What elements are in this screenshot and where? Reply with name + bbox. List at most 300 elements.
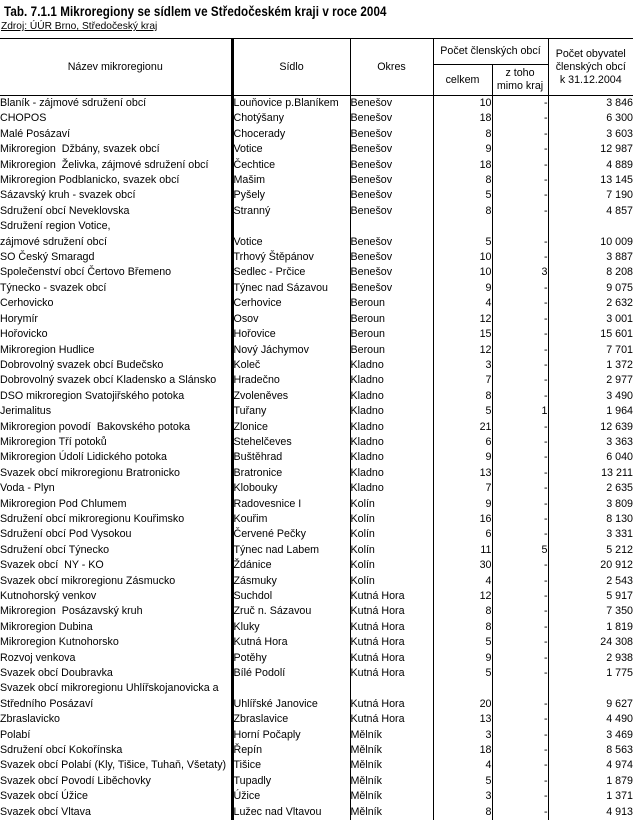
cell-district: Kutná Hora (350, 604, 433, 619)
cell-name: Mikroregion Podblanicko, svazek obcí (0, 173, 232, 188)
cell-district: Mělník (350, 743, 433, 758)
cell-district: Kolín (350, 574, 433, 589)
cell-population: 3 887 (548, 250, 633, 265)
cell-population: 4 889 (548, 158, 633, 173)
cell-district: Benešov (350, 265, 433, 280)
cell-seat: Kutná Hora (232, 635, 350, 650)
table-row (0, 158, 633, 173)
cell-name: Sdružení obcí mikroregionu Kouřimsko (0, 512, 232, 527)
cell-members-total: 30 (433, 558, 492, 573)
table-row (0, 497, 633, 512)
cell-seat: Koleč (232, 358, 350, 373)
cell-members-outside: - (492, 635, 548, 650)
table-row (0, 450, 633, 465)
cell-members-outside: - (492, 127, 548, 142)
cell-name: Polabí (0, 728, 232, 743)
table-row (0, 651, 633, 666)
cell-population: 12 987 (548, 142, 633, 157)
cell-name: Jerimalitus (0, 404, 232, 419)
cell-members-outside: - (492, 435, 548, 450)
cell-members-outside: - (492, 450, 548, 465)
cell-name: Svazek obcí Polabí (Kly, Tišice, Tuhaň, Všetaty) (0, 758, 232, 773)
cell-district: Kutná Hora (350, 666, 433, 681)
cell-seat: Votice (232, 142, 350, 157)
cell-name: Cerhovicko (0, 296, 232, 311)
table-row (0, 512, 633, 527)
cell-seat: Votice (232, 219, 350, 250)
cell-population: 13 211 (548, 466, 633, 481)
cell-district: Kutná Hora (350, 589, 433, 604)
cell-district: Kutná Hora (350, 620, 433, 635)
cell-seat: Kluky (232, 620, 350, 635)
cell-members-outside: - (492, 728, 548, 743)
cell-district: Kladno (350, 389, 433, 404)
cell-seat: Radovesnice I (232, 497, 350, 512)
cell-population: 1 819 (548, 620, 633, 635)
cell-district: Beroun (350, 343, 433, 358)
cell-name: Sdružení obcí Pod Vysokou (0, 527, 232, 542)
cell-seat: Uhlířské Janovice (232, 681, 350, 712)
cell-seat: Mašim (232, 173, 350, 188)
cell-name: Mikroregion povodí Bakovského potoka (0, 420, 232, 435)
table-row (0, 805, 633, 820)
cell-population: 2 632 (548, 296, 633, 311)
cell-members-outside: - (492, 758, 548, 773)
cell-district: Kladno (350, 481, 433, 496)
cell-members-total: 21 (433, 420, 492, 435)
table-row (0, 481, 633, 496)
cell-district: Benešov (350, 250, 433, 265)
cell-members-total: 9 (433, 281, 492, 296)
table-row (0, 142, 633, 157)
cell-district: Beroun (350, 296, 433, 311)
cell-district: Benešov (350, 158, 433, 173)
cell-members-total: 8 (433, 173, 492, 188)
cell-members-total: 12 (433, 589, 492, 604)
cell-members-total: 9 (433, 651, 492, 666)
cell-seat: Chocerady (232, 127, 350, 142)
cell-seat: Cerhovice (232, 296, 350, 311)
table-header (0, 39, 633, 96)
cell-members-outside: - (492, 558, 548, 573)
cell-population: 2 635 (548, 481, 633, 496)
cell-seat: Úžice (232, 789, 350, 804)
cell-members-outside: - (492, 497, 548, 512)
cell-population: 13 145 (548, 173, 633, 188)
cell-members-total: 4 (433, 574, 492, 589)
cell-members-total: 9 (433, 497, 492, 512)
cell-members-outside: - (492, 173, 548, 188)
cell-population: 2 543 (548, 574, 633, 589)
cell-district: Mělník (350, 789, 433, 804)
cell-seat: Chotýšany (232, 111, 350, 126)
cell-district: Mělník (350, 728, 433, 743)
cell-members-outside: - (492, 96, 548, 112)
cell-members-outside: - (492, 466, 548, 481)
table-row (0, 265, 633, 280)
cell-seat: Louňovice p.Blaníkem (232, 96, 350, 112)
table-row (0, 358, 633, 373)
header-population: Počet obyvatel členských obcí k 31.12.2004 (548, 39, 633, 96)
cell-name: Týnecko - svazek obcí (0, 281, 232, 296)
cell-members-outside: - (492, 111, 548, 126)
cell-name: Mikroregion Želivka, zájmové sdružení obcí (0, 158, 232, 173)
cell-members-outside: - (492, 774, 548, 789)
table-row (0, 574, 633, 589)
cell-name: Sázavský kruh - svazek obcí (0, 188, 232, 203)
cell-name: Blaník - zájmové sdružení obcí (0, 96, 232, 112)
table-row (0, 404, 633, 419)
table-row (0, 604, 633, 619)
header-district: Okres (350, 39, 433, 96)
cell-members-total: 16 (433, 512, 492, 527)
cell-members-total: 5 (433, 404, 492, 419)
cell-seat: Buštěhrad (232, 450, 350, 465)
cell-name: Mikroregion Dubina (0, 620, 232, 635)
table-row (0, 327, 633, 342)
cell-members-outside: - (492, 281, 548, 296)
cell-name: Sdružení region Votice, zájmové sdružení obcí (0, 219, 232, 250)
cell-members-outside: - (492, 188, 548, 203)
cell-seat: Řepín (232, 743, 350, 758)
cell-district: Kolín (350, 497, 433, 512)
cell-seat: Červené Pečky (232, 527, 350, 542)
table-row (0, 219, 633, 250)
cell-members-total: 12 (433, 312, 492, 327)
table-title: Tab. 7.1.1 Mikroregiony se sídlem ve Středočeském kraji v roce 2004 (4, 3, 387, 19)
cell-name: Kutnohorský venkov (0, 589, 232, 604)
table-row (0, 620, 633, 635)
cell-district: Kolín (350, 512, 433, 527)
cell-seat: Potěhy (232, 651, 350, 666)
cell-seat: Ždánice (232, 558, 350, 573)
cell-name: Mikroregion Hudlice (0, 343, 232, 358)
cell-name: Mikroregion Tří potoků (0, 435, 232, 450)
cell-district: Beroun (350, 312, 433, 327)
cell-population: 4 974 (548, 758, 633, 773)
cell-members-total: 10 (433, 96, 492, 112)
cell-name: Mikroregion Posázavský kruh (0, 604, 232, 619)
cell-members-total: 3 (433, 789, 492, 804)
header-seat: Sídlo (232, 39, 350, 96)
table-row (0, 774, 633, 789)
cell-name: Dobrovolný svazek obcí Budečsko (0, 358, 232, 373)
cell-population: 3 846 (548, 96, 633, 112)
cell-district: Kutná Hora (350, 635, 433, 650)
cell-seat: Týnec nad Labem (232, 543, 350, 558)
cell-name: Svazek obcí Úžice (0, 789, 232, 804)
cell-members-outside: - (492, 712, 548, 727)
cell-members-total: 13 (433, 712, 492, 727)
cell-district: Kladno (350, 373, 433, 388)
cell-members-outside: - (492, 527, 548, 542)
cell-members-outside: 5 (492, 543, 548, 558)
cell-population: 10 009 (548, 219, 633, 250)
cell-population: 20 912 (548, 558, 633, 573)
header-members-outside: z toho mimo kraj (492, 65, 548, 96)
cell-district: Kladno (350, 435, 433, 450)
cell-members-total: 5 (433, 219, 492, 250)
cell-members-total: 8 (433, 620, 492, 635)
table-row (0, 420, 633, 435)
cell-members-outside: - (492, 343, 548, 358)
cell-seat: Hradečno (232, 373, 350, 388)
table-row (0, 343, 633, 358)
cell-seat: Trhový Štěpánov (232, 250, 350, 265)
table-row (0, 543, 633, 558)
cell-members-total: 5 (433, 666, 492, 681)
cell-population: 7 190 (548, 188, 633, 203)
cell-population: 1 371 (548, 789, 633, 804)
cell-district: Mělník (350, 805, 433, 820)
cell-seat: Zlonice (232, 420, 350, 435)
table-row (0, 281, 633, 296)
cell-seat: Týnec nad Sázavou (232, 281, 350, 296)
cell-district: Benešov (350, 281, 433, 296)
table-row (0, 204, 633, 219)
table-row (0, 173, 633, 188)
cell-district: Benešov (350, 111, 433, 126)
source-note: Zdroj: ÚÚR Brno, Středočeský kraj (1, 21, 157, 32)
cell-name: Společenství obcí Čertovo Břemeno (0, 265, 232, 280)
cell-seat: Zbraslavice (232, 712, 350, 727)
cell-members-outside: - (492, 743, 548, 758)
table-row (0, 250, 633, 265)
cell-population: 1 372 (548, 358, 633, 373)
cell-name: Zbraslavicko (0, 712, 232, 727)
cell-name: Svazek obcí mikroregionu Zásmucko (0, 574, 232, 589)
cell-name: CHOPOS (0, 111, 232, 126)
cell-district: Kladno (350, 404, 433, 419)
cell-members-outside: - (492, 604, 548, 619)
cell-members-total: 8 (433, 204, 492, 219)
cell-population: 12 639 (548, 420, 633, 435)
cell-seat: Nový Jáchymov (232, 343, 350, 358)
cell-population: 3 331 (548, 527, 633, 542)
cell-members-total: 5 (433, 188, 492, 203)
table-row (0, 558, 633, 573)
cell-name: Svazek obcí Vltava (0, 805, 232, 820)
cell-members-outside: - (492, 666, 548, 681)
cell-members-total: 8 (433, 805, 492, 820)
table-row (0, 188, 633, 203)
table-row (0, 312, 633, 327)
cell-population: 6 040 (548, 450, 633, 465)
cell-district: Kutná Hora (350, 651, 433, 666)
cell-district: Mělník (350, 758, 433, 773)
cell-members-outside: 3 (492, 265, 548, 280)
microregions-table (0, 38, 633, 820)
cell-members-outside: - (492, 219, 548, 250)
cell-members-total: 9 (433, 142, 492, 157)
cell-name: Svazek obcí Povodí Liběchovky (0, 774, 232, 789)
cell-name: Horymír (0, 312, 232, 327)
cell-name: Sdružení obcí Neveklovska (0, 204, 232, 219)
cell-name: Mikroregion Údolí Lidického potoka (0, 450, 232, 465)
header-name: Název mikroregionu (0, 39, 232, 96)
cell-district: Kladno (350, 450, 433, 465)
cell-members-total: 8 (433, 127, 492, 142)
cell-members-outside: - (492, 389, 548, 404)
cell-population: 15 601 (548, 327, 633, 342)
cell-population: 3 490 (548, 389, 633, 404)
cell-population: 3 603 (548, 127, 633, 142)
cell-population: 8 130 (548, 512, 633, 527)
cell-population: 3 363 (548, 435, 633, 450)
cell-seat: Stranný (232, 204, 350, 219)
cell-population: 1 775 (548, 666, 633, 681)
cell-population: 4 913 (548, 805, 633, 820)
cell-district: Benešov (350, 173, 433, 188)
table-row (0, 96, 633, 112)
table-row (0, 681, 633, 712)
cell-district: Benešov (350, 127, 433, 142)
cell-members-total: 20 (433, 681, 492, 712)
cell-seat: Hořovice (232, 327, 350, 342)
cell-seat: Tuřany (232, 404, 350, 419)
cell-members-total: 11 (433, 543, 492, 558)
cell-members-outside: - (492, 312, 548, 327)
cell-population: 9 627 (548, 681, 633, 712)
cell-seat: Čechtice (232, 158, 350, 173)
cell-name: Svazek obcí mikroregionu Bratronicko (0, 466, 232, 481)
table-row (0, 728, 633, 743)
cell-members-total: 7 (433, 373, 492, 388)
cell-population: 2 977 (548, 373, 633, 388)
cell-members-outside: - (492, 373, 548, 388)
cell-members-outside: - (492, 574, 548, 589)
cell-district: Kolín (350, 558, 433, 573)
table-row (0, 758, 633, 773)
cell-population: 2 938 (548, 651, 633, 666)
cell-members-outside: - (492, 420, 548, 435)
cell-population: 24 308 (548, 635, 633, 650)
cell-members-outside: - (492, 158, 548, 173)
cell-seat: Pyšely (232, 188, 350, 203)
table-row (0, 527, 633, 542)
table-row (0, 743, 633, 758)
cell-seat: Klobouky (232, 481, 350, 496)
cell-district: Benešov (350, 204, 433, 219)
cell-members-total: 10 (433, 250, 492, 265)
cell-population: 1 964 (548, 404, 633, 419)
cell-seat: Horní Počaply (232, 728, 350, 743)
cell-seat: Tupadly (232, 774, 350, 789)
cell-members-outside: - (492, 358, 548, 373)
cell-name: Rozvoj venkova (0, 651, 232, 666)
table-row (0, 435, 633, 450)
table-row (0, 589, 633, 604)
cell-district: Benešov (350, 142, 433, 157)
cell-population: 4 857 (548, 204, 633, 219)
cell-members-outside: - (492, 250, 548, 265)
cell-district: Mělník (350, 774, 433, 789)
cell-name: SO Český Smaragd (0, 250, 232, 265)
cell-members-total: 8 (433, 389, 492, 404)
cell-population: 7 350 (548, 604, 633, 619)
cell-population: 5 917 (548, 589, 633, 604)
cell-members-total: 6 (433, 435, 492, 450)
cell-population: 9 075 (548, 281, 633, 296)
cell-seat: Zásmuky (232, 574, 350, 589)
cell-name: Mikroregion Kutnohorsko (0, 635, 232, 650)
cell-district: Kladno (350, 420, 433, 435)
cell-members-outside: 1 (492, 404, 548, 419)
cell-name: DSO mikroregion Svatojiřského potoka (0, 389, 232, 404)
cell-name: Hořovicko (0, 327, 232, 342)
cell-population: 1 879 (548, 774, 633, 789)
cell-members-total: 18 (433, 111, 492, 126)
cell-population: 5 212 (548, 543, 633, 558)
cell-district: Kutná Hora (350, 712, 433, 727)
cell-district: Kutná Hora (350, 681, 433, 712)
cell-members-outside: - (492, 296, 548, 311)
cell-name: Svazek obcí mikroregionu Uhlířskojanovicka a Středního Posázaví (0, 681, 232, 712)
cell-name: Sdružení obcí Týnecko (0, 543, 232, 558)
cell-members-total: 10 (433, 265, 492, 280)
cell-seat: Bratronice (232, 466, 350, 481)
cell-members-total: 7 (433, 481, 492, 496)
cell-seat: Kouřim (232, 512, 350, 527)
table-row (0, 373, 633, 388)
cell-seat: Tišice (232, 758, 350, 773)
cell-district: Kolín (350, 527, 433, 542)
cell-district: Kladno (350, 358, 433, 373)
cell-name: Svazek obcí Doubravka (0, 666, 232, 681)
table-row (0, 635, 633, 650)
cell-district: Beroun (350, 327, 433, 342)
table-row (0, 111, 633, 126)
cell-population: 3 469 (548, 728, 633, 743)
header-members-group: Počet členských obcí (433, 39, 548, 65)
cell-members-outside: - (492, 589, 548, 604)
cell-members-outside: - (492, 142, 548, 157)
cell-population: 3 809 (548, 497, 633, 512)
cell-population: 3 001 (548, 312, 633, 327)
table-row (0, 666, 633, 681)
table-row (0, 789, 633, 804)
cell-district: Benešov (350, 219, 433, 250)
cell-name: Voda - Plyn (0, 481, 232, 496)
cell-seat: Bílé Podolí (232, 666, 350, 681)
cell-members-total: 12 (433, 343, 492, 358)
cell-members-total: 3 (433, 728, 492, 743)
cell-seat: Zvoleněves (232, 389, 350, 404)
cell-members-outside: - (492, 327, 548, 342)
cell-members-total: 15 (433, 327, 492, 342)
cell-members-outside: - (492, 681, 548, 712)
cell-members-total: 5 (433, 635, 492, 650)
cell-members-outside: - (492, 651, 548, 666)
cell-members-outside: - (492, 805, 548, 820)
table-row (0, 389, 633, 404)
header-members-total: celkem (433, 65, 492, 96)
cell-population: 8 208 (548, 265, 633, 280)
cell-name: Svazek obcí NY - KO (0, 558, 232, 573)
cell-members-total: 4 (433, 758, 492, 773)
cell-name: Mikroregion Pod Chlumem (0, 497, 232, 512)
cell-members-outside: - (492, 789, 548, 804)
table-row (0, 127, 633, 142)
table-row (0, 712, 633, 727)
cell-members-outside: - (492, 620, 548, 635)
cell-seat: Osov (232, 312, 350, 327)
cell-seat: Stehelčeves (232, 435, 350, 450)
cell-population: 4 490 (548, 712, 633, 727)
cell-district: Benešov (350, 96, 433, 112)
cell-members-total: 9 (433, 450, 492, 465)
cell-district: Kladno (350, 466, 433, 481)
